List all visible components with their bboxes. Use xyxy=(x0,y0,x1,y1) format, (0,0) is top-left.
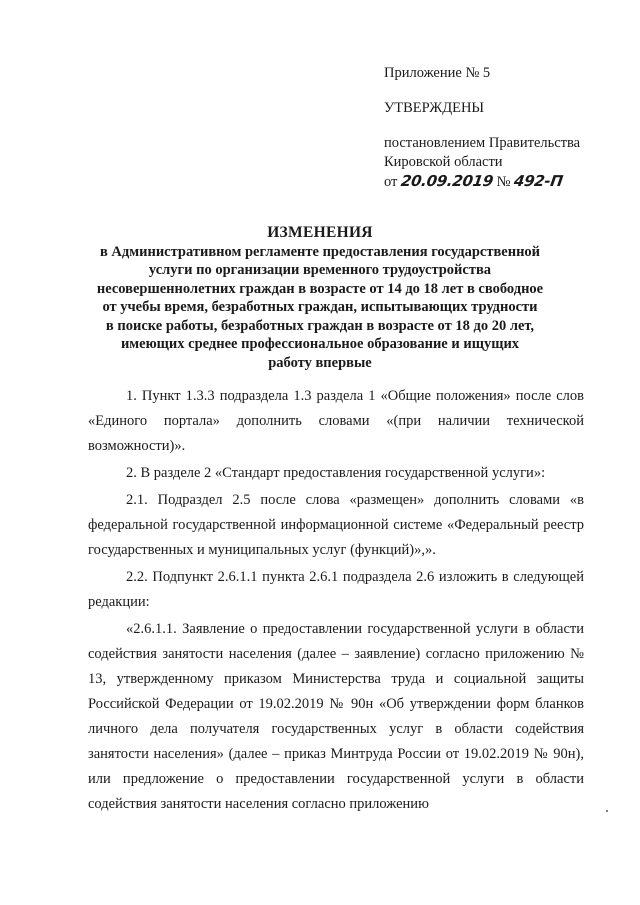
resolution-date-line xyxy=(384,172,624,192)
title-line: имеющих среднее профессиональное образование и ищущих xyxy=(120,336,520,352)
appendix-number: Приложение № 5 xyxy=(384,65,491,81)
title-line: от учебы время, безработных граждан, испытывающих трудности xyxy=(102,299,538,315)
spacer xyxy=(384,83,624,99)
paragraph-2: 2. В разделе 2 «Стандарт предоставления государственной услуги»: xyxy=(126,465,546,481)
paragraph-2-6-1-1: «2.6.1.1. Заявление о предоставлении государственной услуги в области содействия занятости населения (далее – заявление) согласно приложению № 13, утвержденному приказом Министерства труда и социальной защиты Российской Федерации от 19.02.2019 № 90н «Об утверждении форм бланков личного дела получателя государственных услуг в области содействия занятости населения» (далее – приказ Минтруда России от 19.02.2019 № 90н), или предложение о предоставлении государственной услуги в области содействия занятости населения согласно приложению xyxy=(88,621,584,812)
number-sign: № xyxy=(496,174,511,190)
scan-speck xyxy=(606,810,608,812)
paragraph-2-1: 2.1. Подраздел 2.5 после слова «размещен» дополнить словами «в федеральной государственной информационной системе «Федеральный реестр государственных и муниципальных услуг (функций)»,». xyxy=(88,492,584,558)
resolution-line-2: Кировской области xyxy=(384,154,503,170)
document-title xyxy=(70,224,570,372)
resolution-line-1: постановлением Правительства xyxy=(384,135,581,151)
paragraph-1: 1. Пункт 1.3.3 подраздела 1.3 раздела 1 «Общие положения» после слов «Единого портала» дополнить словами «(при наличии технической возможности)». xyxy=(88,388,584,454)
date-prefix: от xyxy=(384,174,398,190)
paragraph-2-2: 2.2. Подпункт 2.6.1.1 пункта 2.6.1 подраздела 2.6 изложить в следующей редакции: xyxy=(88,569,584,610)
title-heading: ИЗМЕНЕНИЯ xyxy=(267,224,373,241)
title-line: в поиске работы, безработных граждан в возрасте от 18 до 20 лет, xyxy=(105,317,535,334)
title-line: в Административном регламенте предоставления государственной xyxy=(99,243,541,260)
title-line: несовершеннолетних граждан в возрасте от 14 до 18 лет в свободное xyxy=(96,280,544,297)
handwritten-date: 20.09.2019 xyxy=(399,172,495,190)
spacer xyxy=(384,118,624,134)
document-body xyxy=(88,384,584,817)
title-line: услуги по организации временного трудоустройства xyxy=(148,262,492,278)
approval-block xyxy=(384,64,624,192)
approved-label: УТВЕРЖДЕНЫ xyxy=(384,100,485,116)
title-line: работу впервые xyxy=(268,354,372,371)
handwritten-number: 492-П xyxy=(512,172,564,190)
